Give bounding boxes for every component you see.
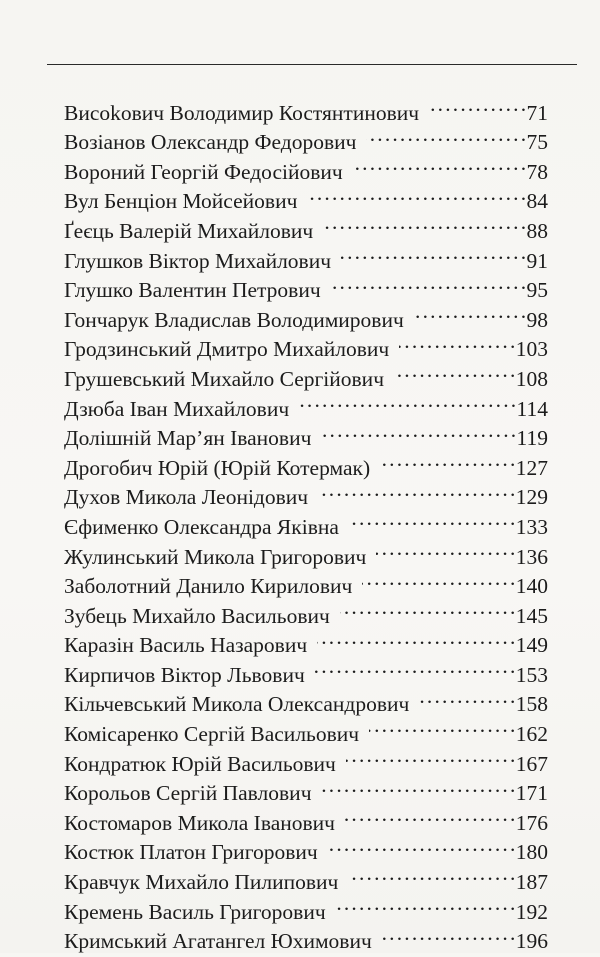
toc-entry-page-number: 158 — [515, 692, 548, 717]
dot-leader — [348, 859, 513, 889]
dot-leader — [414, 297, 525, 327]
dot-leader — [353, 149, 525, 179]
toc-entry-name: Кремень Василь Григорович — [64, 899, 326, 924]
toc-entry-page-number: 71 — [526, 100, 548, 125]
toc-entry-page-number: 114 — [516, 396, 548, 421]
dot-leader — [317, 623, 514, 653]
toc-entry-page-number: 136 — [515, 544, 548, 569]
toc-entry-page-number: 78 — [526, 159, 548, 184]
dot-leader — [380, 445, 514, 475]
toc-entry — [64, 90, 548, 125]
toc-entry-page-number: 192 — [515, 899, 548, 924]
toc-entry-name: Вороний Георгій Федосійович — [64, 159, 343, 184]
toc-entry-name: Возіанов Олександр Федорович — [64, 130, 357, 155]
dot-leader — [307, 179, 524, 209]
toc-entry-name: Кримський Агатангел Юхимович — [64, 929, 372, 954]
toc-entry-page-number: 119 — [516, 426, 548, 451]
toc-entry-name: Костомаров Микола Іванович — [64, 810, 335, 835]
dot-leader — [323, 208, 524, 238]
dot-leader — [345, 800, 514, 830]
dot-leader — [366, 120, 524, 150]
toc-entry-name: Глушко Валентин Петрович — [64, 278, 321, 303]
toc-entry-name: Дрогобич Юрій (Юрій Котермак) — [64, 455, 371, 480]
toc-entry-name: Глушков Віктор Михайлович — [64, 248, 332, 273]
dot-leader — [315, 652, 514, 682]
toc-entry-name: Кондратюк Юрій Васильович — [64, 751, 336, 776]
toc-entry-name: Грушевський Михайло Сергійович — [64, 366, 385, 391]
toc-entry-page-number: 180 — [515, 840, 548, 865]
dot-leader — [382, 919, 514, 949]
toc-entry-page-number: 129 — [515, 485, 548, 510]
toc-entry-name: Висоkович Володимир Костянтинович — [64, 100, 420, 125]
toc-entry-name: Гончарук Владислав Володимирович — [64, 307, 404, 332]
toc-entry-name: Гродзинський Дмитро Михайлович — [64, 337, 390, 362]
toc-entry-page-number: 133 — [515, 514, 548, 539]
dot-leader — [362, 564, 513, 594]
dot-leader — [399, 327, 514, 357]
toc-entry-page-number: 149 — [515, 633, 548, 658]
toc-entry-page-number: 75 — [526, 130, 548, 155]
dot-leader — [321, 416, 514, 446]
dot-leader — [331, 268, 525, 298]
toc-entry-name: Ґеєць Валерій Михайлович — [64, 218, 314, 243]
toc-entry-name: Кирпичов Віктор Львович — [64, 662, 305, 687]
dot-leader — [322, 771, 514, 801]
toc-entry-page-number: 108 — [515, 366, 548, 391]
toc-entry-page-number: 88 — [526, 218, 548, 243]
toc-entry-page-number: 140 — [515, 574, 548, 599]
toc-entry-name: Долішній Мар’ян Іванович — [64, 426, 312, 451]
dot-leader — [299, 386, 514, 416]
toc-entry-page-number: 196 — [515, 929, 548, 954]
dot-leader — [336, 889, 514, 919]
toc-entry-name: Кравчук Михайло Пилипович — [64, 870, 339, 895]
dot-leader — [346, 741, 514, 771]
dot-leader — [340, 593, 514, 623]
dot-leader — [394, 356, 514, 386]
toc-entry-page-number: 103 — [515, 337, 548, 362]
toc-entry-page-number: 187 — [515, 870, 548, 895]
toc-entry-name: Єфименко Олександра Яківна — [64, 514, 339, 539]
toc-entry-name: Жулинський Микола Григорович — [64, 544, 367, 569]
toc-entry-name: Корольов Сергій Павлович — [64, 781, 312, 806]
toc-entry-name: Каразін Василь Назарович — [64, 633, 308, 658]
dot-leader — [419, 682, 513, 712]
dot-leader — [429, 90, 524, 120]
toc-entry-name: Костюк Платон Григорович — [64, 840, 318, 865]
toc-entry-name: Комісаренко Сергій Васильович — [64, 722, 360, 747]
toc-entry-page-number: 95 — [526, 278, 548, 303]
toc-entry-name: Кільчевський Микола Олександрович — [64, 692, 410, 717]
toc-entry-name: Вул Бенціон Мойсейович — [64, 189, 298, 214]
table-of-contents — [64, 90, 548, 954]
toc-entry-page-number: 153 — [515, 662, 548, 687]
toc-entry-name: Заболотний Данило Кирилович — [64, 574, 353, 599]
toc-entry-name: Духов Микола Леонідович — [64, 485, 309, 510]
dot-leader — [369, 711, 514, 741]
toc-entry-page-number: 91 — [526, 248, 548, 273]
toc-entry-page-number: 167 — [515, 751, 548, 776]
toc-entry-name: Зубець Михайло Васильович — [64, 603, 330, 628]
dot-leader — [328, 830, 514, 860]
toc-entry-page-number: 84 — [526, 189, 548, 214]
dot-leader — [318, 475, 514, 505]
toc-entry-page-number: 176 — [515, 810, 548, 835]
toc-entry-page-number: 127 — [515, 455, 548, 480]
dot-leader — [341, 238, 524, 268]
toc-entry-page-number: 162 — [515, 722, 548, 747]
toc-entry-page-number: 171 — [515, 781, 548, 806]
dot-leader — [376, 534, 513, 564]
toc-entry-page-number: 145 — [515, 603, 548, 628]
dot-leader — [349, 504, 514, 534]
header-rule — [47, 64, 577, 65]
toc-entry-name: Дзюба Іван Михайлович — [64, 396, 290, 421]
toc-entry-page-number: 98 — [526, 307, 548, 332]
